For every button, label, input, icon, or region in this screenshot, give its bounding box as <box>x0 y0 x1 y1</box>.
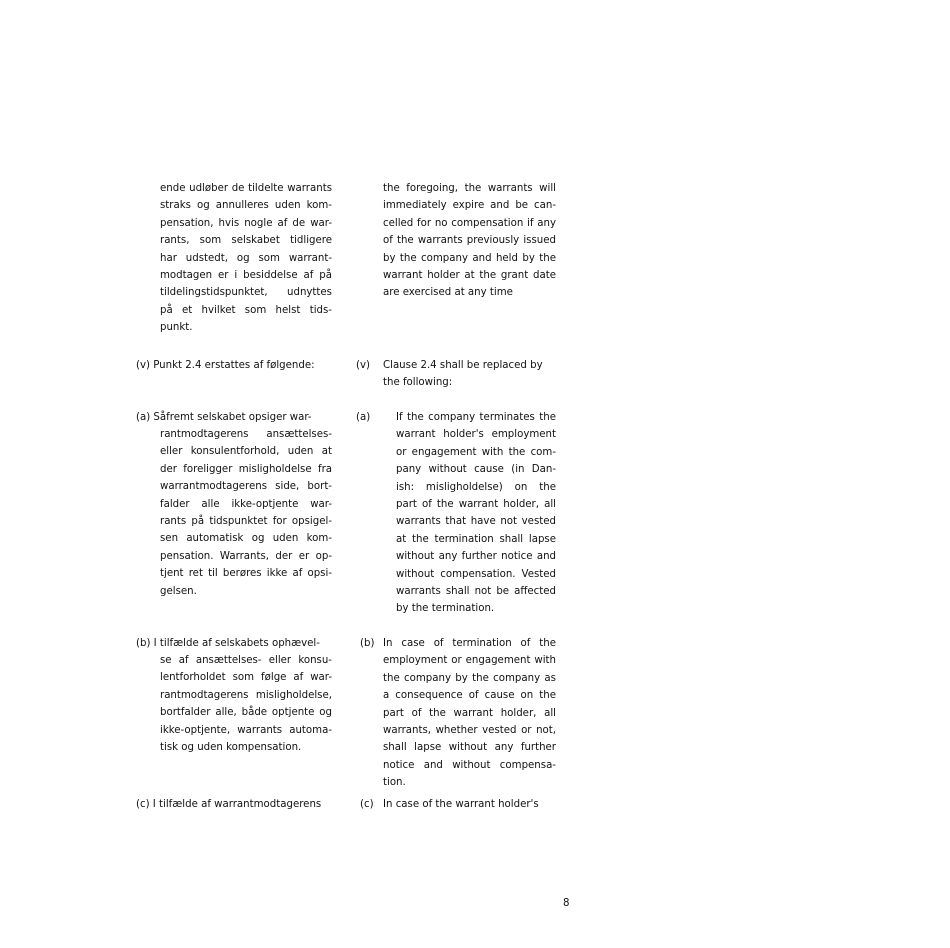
clause-c-label: (c) <box>360 799 374 810</box>
text-line: immediately expire and be can- <box>383 200 556 212</box>
text-line: se af ansættelses- eller konsu- <box>160 655 332 666</box>
text-line: ikke-optjente, warrants automa- <box>160 724 332 736</box>
page-number: 8 <box>563 898 570 909</box>
clause-a-label: (a) <box>356 412 371 423</box>
clause-a-english <box>396 409 556 618</box>
text-line: employment or engagement with <box>383 655 556 667</box>
text-line: or engagement with the com- <box>396 446 556 458</box>
top-danish-paragraph <box>160 180 332 337</box>
text-line: rants, som selskabet tidligere <box>160 235 332 247</box>
clause-c-english: In case of the warrant holder's <box>383 799 539 810</box>
clause-v-label: (v) <box>356 360 370 371</box>
text-line: pensation. Warrants, der er op- <box>160 550 332 562</box>
text-line: If the company terminates the <box>396 412 556 423</box>
text-line: warrants, whether vested or not, <box>383 725 556 737</box>
text-line: celled for no compensation if any <box>383 217 556 229</box>
text-line: gelsen. <box>160 585 197 597</box>
text-line: without any further notice and <box>396 551 556 563</box>
text-line: by the termination. <box>396 603 495 615</box>
text-line: Clause 2.4 shall be replaced by <box>383 360 543 371</box>
text-line: part of the warrant holder, all <box>396 499 556 511</box>
clause-v-english <box>383 357 556 392</box>
clause-c-danish: (c) I tilfælde af warrantmodtagerens <box>136 799 322 810</box>
text-line: lentforholdet som følge af war- <box>160 672 332 684</box>
text-line: without compensation. Vested <box>396 568 556 580</box>
text-line: rants på tidspunktet for opsigel- <box>160 516 332 528</box>
text-line: der foreligger misligholdelse fra <box>160 463 332 475</box>
text-line: rantmodtagerens ansættelses- <box>160 429 332 440</box>
text-line: eller konsulentforhold, uden at <box>160 446 332 458</box>
clause-b-label: (b) <box>360 638 375 649</box>
text-line: warrants that have not vested <box>396 516 556 528</box>
text-line: rantmodtagerens misligholdelse, <box>160 689 332 701</box>
clause-b-danish-first-line: (b) I tilfælde af selskabets ophævel- <box>136 638 320 649</box>
text-line: of the warrants previously issued <box>383 235 556 247</box>
text-line: at the termination shall lapse <box>396 533 556 545</box>
text-line: punkt. <box>160 322 193 334</box>
clause-b-danish <box>160 652 332 756</box>
top-english-paragraph <box>383 180 556 302</box>
text-line: the foregoing, the warrants will <box>383 183 556 194</box>
text-line: straks og annulleres uden kom- <box>160 200 332 212</box>
text-line: har udstedt, og som warrant- <box>160 252 332 264</box>
text-line: pany without cause (in Dan- <box>396 464 556 476</box>
text-line: tjent ret til berøres ikke af opsi- <box>160 568 332 580</box>
text-line: på et hvilket som helst tids- <box>160 304 332 316</box>
text-line: pensation, hvis nogle af de war- <box>160 217 332 229</box>
text-line: shall lapse without any further <box>383 742 556 754</box>
text-line: ish: misligholdelse) on the <box>396 481 556 493</box>
clause-a-danish <box>160 426 332 600</box>
text-line: tion. <box>383 777 406 789</box>
text-line: a consequence of cause on the <box>383 690 556 702</box>
text-line: warrant holder at the grant date <box>383 270 556 282</box>
text-line: falder alle ikke-optjente war- <box>160 498 332 510</box>
clause-b-english <box>383 635 556 792</box>
text-line: warrant holder's employment <box>396 429 556 441</box>
text-line: the company by the company as <box>383 672 556 684</box>
text-line: part of the warrant holder, all <box>383 707 556 719</box>
text-line: In case of termination of the <box>383 638 556 649</box>
text-line: tildelingstidspunktet, udnyttes <box>160 287 332 299</box>
text-line: the following: <box>383 377 453 389</box>
text-line: modtagen er i besiddelse af på <box>160 270 332 282</box>
text-line: bortfalder alle, både optjente og <box>160 707 332 719</box>
text-line: tisk og uden kompensation. <box>160 742 302 754</box>
text-line: warrantmodtagerens side, bort- <box>160 481 332 493</box>
clause-v-danish: (v) Punkt 2.4 erstattes af følgende: <box>136 360 315 371</box>
text-line: sen automatisk og uden kom- <box>160 533 332 545</box>
text-line: notice and without compensa- <box>383 759 556 771</box>
text-line: by the company and held by the <box>383 252 556 264</box>
clause-a-danish-first-line: (a) Såfremt selskabet opsiger war- <box>136 412 312 423</box>
text-line: are exercised at any time <box>383 287 513 299</box>
text-line: ende udløber de tildelte warrants <box>160 183 332 194</box>
text-line: warrants shall not be affected <box>396 586 556 598</box>
